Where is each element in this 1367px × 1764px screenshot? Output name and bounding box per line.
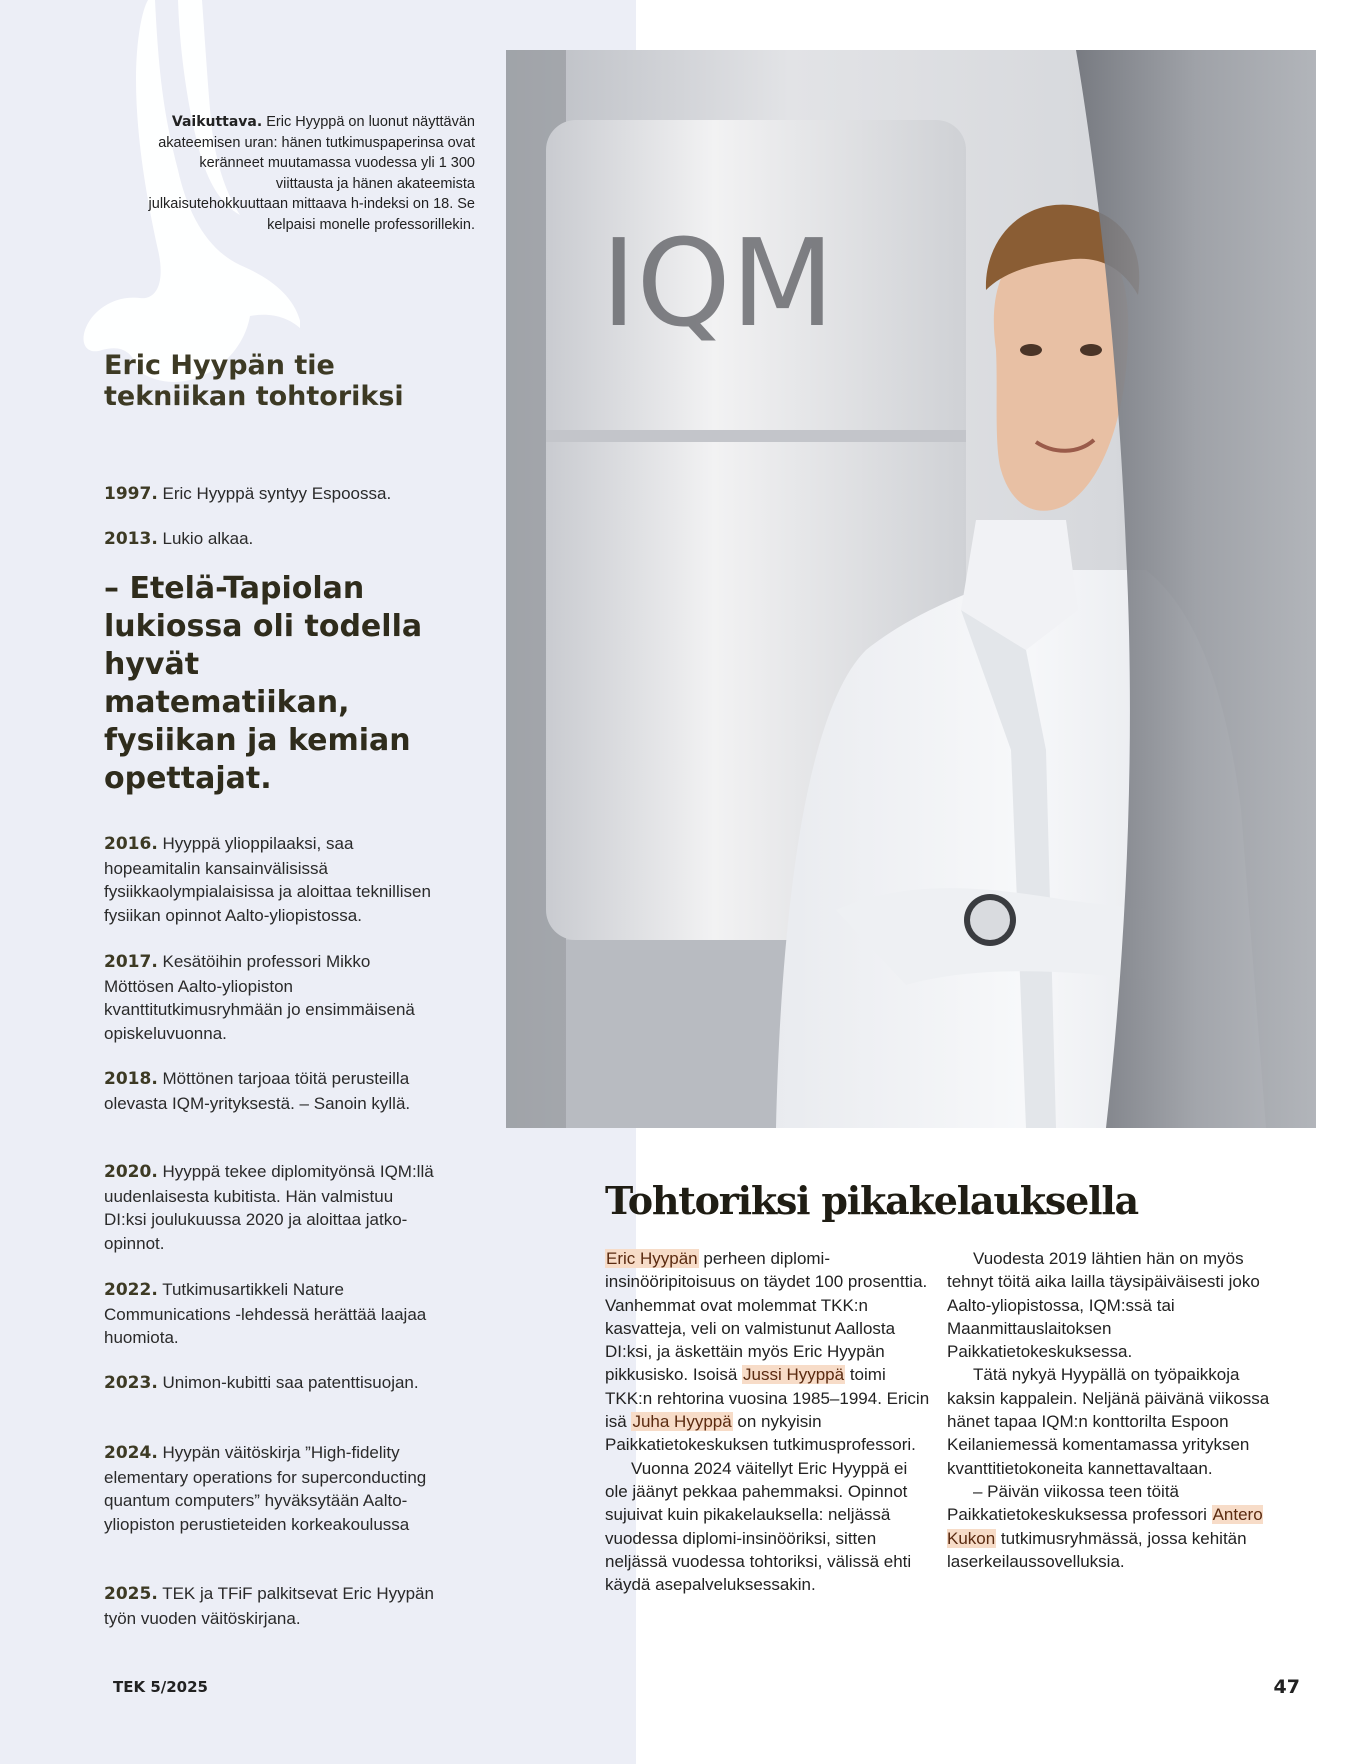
- portrait-illustration: [506, 50, 1316, 1128]
- paragraph-text: toimi TKK:n rehtorina vuosina 1985–1994. Ericin isä: [605, 1365, 930, 1432]
- timeline-year: 2016.: [104, 834, 158, 854]
- article-paragraph: Vuonna 2024 väitellyt Eric Hyyppä ei ole jäänyt pekkaa pahemmaksi. Opinnot sujuivat kuin pikakelauksella: neljässä vuodessa diplomi-insinööriksi, sitten neljässä vuodessa tohtoriksi, välissä ehti käydä asepalveluksessakin.: [605, 1458, 912, 1595]
- article-paragraph: [947, 1480, 1272, 1573]
- page-number: 47: [1273, 1676, 1300, 1698]
- article-column-2: [947, 1247, 1272, 1573]
- timeline-entry: [104, 1160, 434, 1255]
- timeline-entry: [104, 482, 434, 507]
- pull-quote: – Etelä-Tapiolan lukiossa oli todella hyvät matematiikan, fysiikan ja kemian opettajat.: [104, 571, 423, 796]
- caption-lead: Vaikuttava.: [171, 114, 263, 130]
- portrait-photo: [506, 50, 1316, 1128]
- timeline-year: 2020.: [104, 1162, 158, 1182]
- article-paragraph: Tätä nykyä Hyypällä on työpaikkoja kaksin kappalein. Neljänä päivänä viikossa hänet tapaa IQM:n konttorilta Espoon Keilaniemessä komentamassa yrityksen kvanttitietokoneita kannettavaltaan.: [947, 1365, 1270, 1478]
- highlighted-name: Jussi Hyyppä: [743, 1365, 845, 1385]
- timeline-text: Eric Hyyppä syntyy Espoossa.: [162, 484, 392, 503]
- article-paragraph: [605, 1247, 930, 1457]
- article-headline: Tohtoriksi pikakelauksella: [605, 1178, 1138, 1223]
- timeline-year: 2013.: [104, 529, 158, 549]
- paragraph-text: perheen diplomi-insinööripitoisuus on täydet 100 prosenttia. Vanhemmat ovat molemmat TKK:n kasvatteja, veli on valmistunut Aallosta DI:ksi, ja äskettäin myös Eric Hyypän pikkusisko. Isoisä: [605, 1249, 928, 1385]
- highlighted-name: Antero Kukon: [947, 1505, 1263, 1548]
- photo-caption: [140, 112, 475, 235]
- paragraph-text: on nykyisin Paikkatietokeskuksen tutkimusprofessori.: [605, 1412, 916, 1455]
- timeline-year: 2025.: [104, 1584, 158, 1604]
- timeline-year: 2017.: [104, 952, 158, 972]
- timeline-text: Möttönen tarjoaa töitä perusteilla olevasta IQM-yrityksestä. – Sanoin kyllä.: [104, 1069, 411, 1113]
- timeline-entry: [104, 1441, 434, 1536]
- timeline-text: Unimon-kubitti saa patenttisuojan.: [162, 1373, 419, 1392]
- timeline-entry: [104, 527, 434, 552]
- timeline-text: TEK ja TFiF palkitsevat Eric Hyypän työn vuoden väitöskirjana.: [104, 1584, 434, 1628]
- article-column-1: [605, 1247, 930, 1596]
- timeline-entry: [104, 1278, 434, 1350]
- timeline-year: 2022.: [104, 1280, 158, 1300]
- timeline-title: Eric Hyypän tie tekniikan tohtoriksi: [104, 350, 404, 412]
- timeline-text: Tutkimusartikkeli Nature Communications -lehdessä herättää laajaa huomiota.: [104, 1280, 427, 1347]
- timeline-text: Lukio alkaa.: [162, 529, 254, 548]
- caption-text: Eric Hyyppä on luonut näyttävän akateemisen uran: hänen tutkimuspaperinsa ovat keränneet muutamassa vuodessa yli 1 300 viittausta ja hänen akateemista julkaisutehokkuuttaan mittaava h-indeksi on 18. Se kelpaisi monelle professorillekin.: [148, 114, 475, 233]
- timeline-entry: [104, 1582, 434, 1630]
- highlighted-name: Eric Hyypän: [606, 1249, 698, 1268]
- timeline-text: Hyyppä tekee diplomityönsä IQM:llä uudenlaisesta kubitista. Hän valmistuu DI:ksi joulukuussa 2020 ja aloittaa jatko-opinnot.: [104, 1162, 434, 1253]
- timeline-text: Hyyppä ylioppilaaksi, saa hopeamitalin kansainvälisissä fysiikkaolympialaisissa ja aloittaa teknillisen fysiikan opinnot Aalto-yliopistossa.: [104, 834, 431, 925]
- magazine-issue-label: TEK 5/2025: [113, 1678, 208, 1696]
- timeline-year: 2018.: [104, 1069, 158, 1089]
- timeline-year: 2023.: [104, 1373, 158, 1393]
- paragraph-text: – Päivän viikossa teen töitä Paikkatietokeskuksessa professori: [947, 1481, 1212, 1525]
- article-paragraph: Vuodesta 2019 lähtien hän on myös tehnyt töitä aika lailla täysipäiväisesti joko Aalto-yliopistossa, IQM:ssä tai Maanmittauslaitoksen Paikkatietokeskuksessa.: [947, 1249, 1260, 1362]
- paragraph-text: tutkimusryhmässä, jossa kehitän laserkeilaussovelluksia.: [947, 1528, 1247, 1571]
- timeline-year: 1997.: [104, 484, 158, 504]
- timeline-text: Hyypän väitöskirja ”High-fidelity elementary operations for superconducting quantum computers” hyväksytään Aalto-yliopiston perustieteiden korkeakoulussa: [104, 1443, 427, 1534]
- timeline-entry: [104, 832, 434, 927]
- timeline-entry: [104, 950, 434, 1045]
- timeline-year: 2024.: [104, 1443, 158, 1463]
- iqm-logo-text: IQM: [601, 215, 835, 354]
- timeline-entry: [104, 1067, 434, 1115]
- timeline-text: Kesätöihin professori Mikko Möttösen Aalto-yliopiston kvanttitutkimusryhmään jo ensimmäisenä opiskeluvuonna.: [104, 952, 415, 1043]
- highlighted-name: Juha Hyyppä: [632, 1412, 732, 1432]
- timeline-entry: [104, 1371, 434, 1396]
